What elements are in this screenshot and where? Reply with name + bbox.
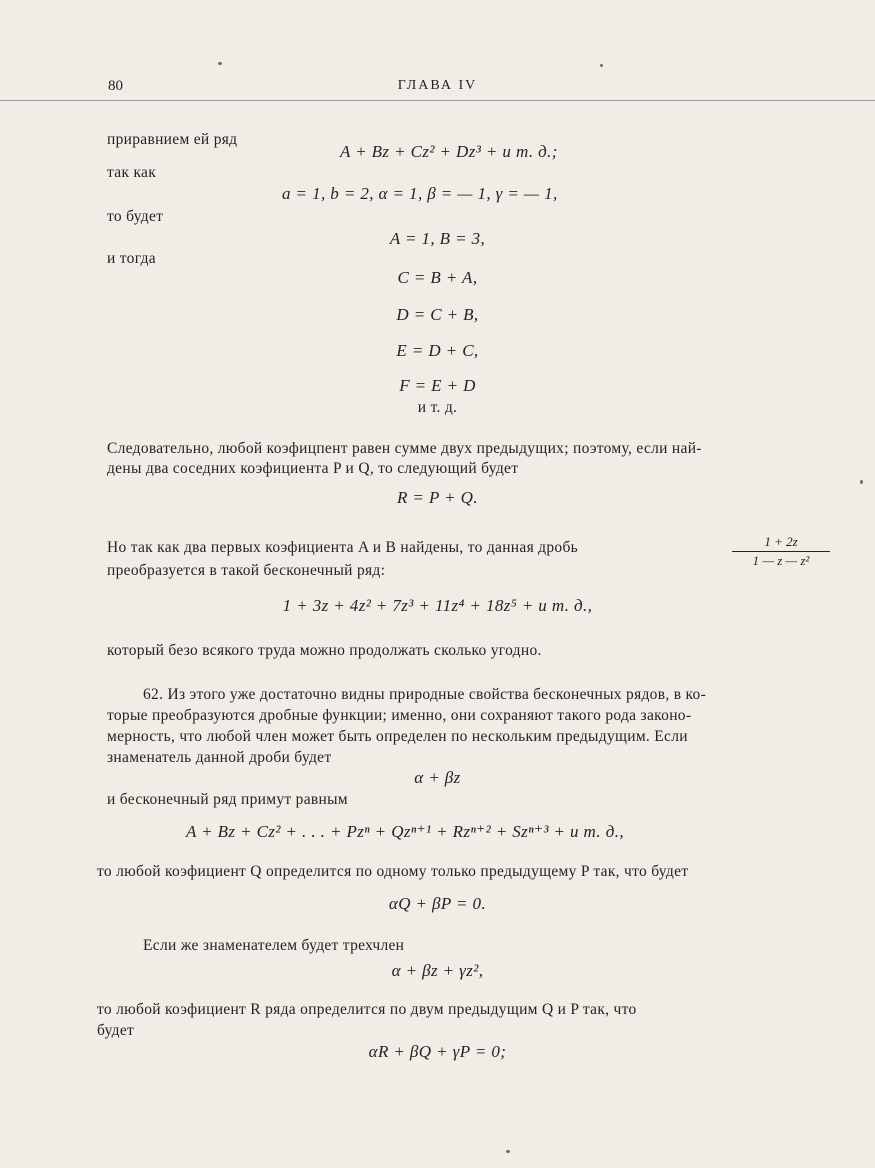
text-line: мерность, что любой член может быть определен по нескольким предыдущим. Если: [107, 728, 688, 745]
text-line: торые преобразуются дробные функции; именно, они сохраняют такого рода законо-: [107, 707, 692, 724]
formula: R = P + Q.: [397, 488, 478, 507]
formula: A + Bz + Cz² + Dz³ + и т. д.;: [340, 142, 558, 161]
paper-speck: [600, 64, 603, 67]
text-line: и т. д.: [417, 399, 458, 416]
text-line: приравнием ей ряд: [107, 131, 238, 148]
formula: αR + βQ + γP = 0;: [368, 1042, 507, 1061]
formula: α + βz + γz²,: [391, 961, 484, 980]
formula: C = B + A,: [397, 268, 478, 287]
formula: E = D + C,: [396, 341, 479, 360]
running-header: [0, 74, 875, 101]
text-line: то любой коэфициент R ряда определится по двум предыдущим Q и P так, что: [97, 1001, 637, 1018]
formula: a = 1, b = 2, α = 1, β = — 1, γ = — 1,: [282, 184, 558, 203]
text-line: то любой коэфициент Q определится по одному только предыдущему P так, что будет: [97, 863, 689, 880]
text-line: так как: [107, 164, 157, 181]
formula: A + Bz + Cz² + . . . + Pzⁿ + Qzⁿ⁺¹ + Rzⁿ⁺² + Szⁿ⁺³ + и т. д.,: [186, 822, 625, 841]
text-line: и бесконечный ряд примут равным: [107, 791, 348, 808]
page-number: 80: [108, 78, 123, 94]
formula: F = E + D: [399, 376, 476, 395]
text-line: Следовательно, любой коэфицпент равен сумме двух предыдущих; поэтому, если най-: [107, 440, 702, 457]
paper-speck: [218, 62, 222, 65]
fraction-denominator: 1 — z — z²: [752, 553, 810, 568]
fraction: [732, 534, 830, 569]
text-line: Но так как два первых коэфициента A и B найдены, то данная дробь: [107, 539, 579, 556]
text-line: дены два соседних коэфициента P и Q, то следующий будет: [107, 460, 519, 477]
text-line: то будет: [107, 208, 164, 225]
fraction-numerator: 1 + 2z: [732, 534, 830, 552]
formula: α + βz: [414, 768, 461, 787]
text-line: 62. Из этого уже достаточно видны природные свойства бесконечных рядов, в ко-: [143, 686, 707, 703]
paper-speck: [506, 1150, 510, 1153]
text-line: будет: [97, 1022, 135, 1039]
formula: D = C + B,: [396, 305, 479, 324]
formula: 1 + 3z + 4z² + 7z³ + 11z⁴ + 18z⁵ + и т. д.,: [282, 596, 593, 615]
text-line: Если же знаменателем будет трехчлен: [143, 937, 405, 954]
text-line: и тогда: [107, 250, 156, 267]
text-line: который безо всякого труда можно продолжать сколько угодно.: [107, 642, 542, 659]
formula: αQ + βP = 0.: [388, 894, 487, 913]
paper-speck: [860, 480, 863, 484]
chapter-title: ГЛАВА IV: [397, 78, 478, 93]
text-line: знаменатель данной дроби будет: [107, 749, 332, 766]
formula: A = 1, B = 3,: [389, 229, 486, 248]
text-line: преобразуется в такой бесконечный ряд:: [107, 562, 386, 579]
